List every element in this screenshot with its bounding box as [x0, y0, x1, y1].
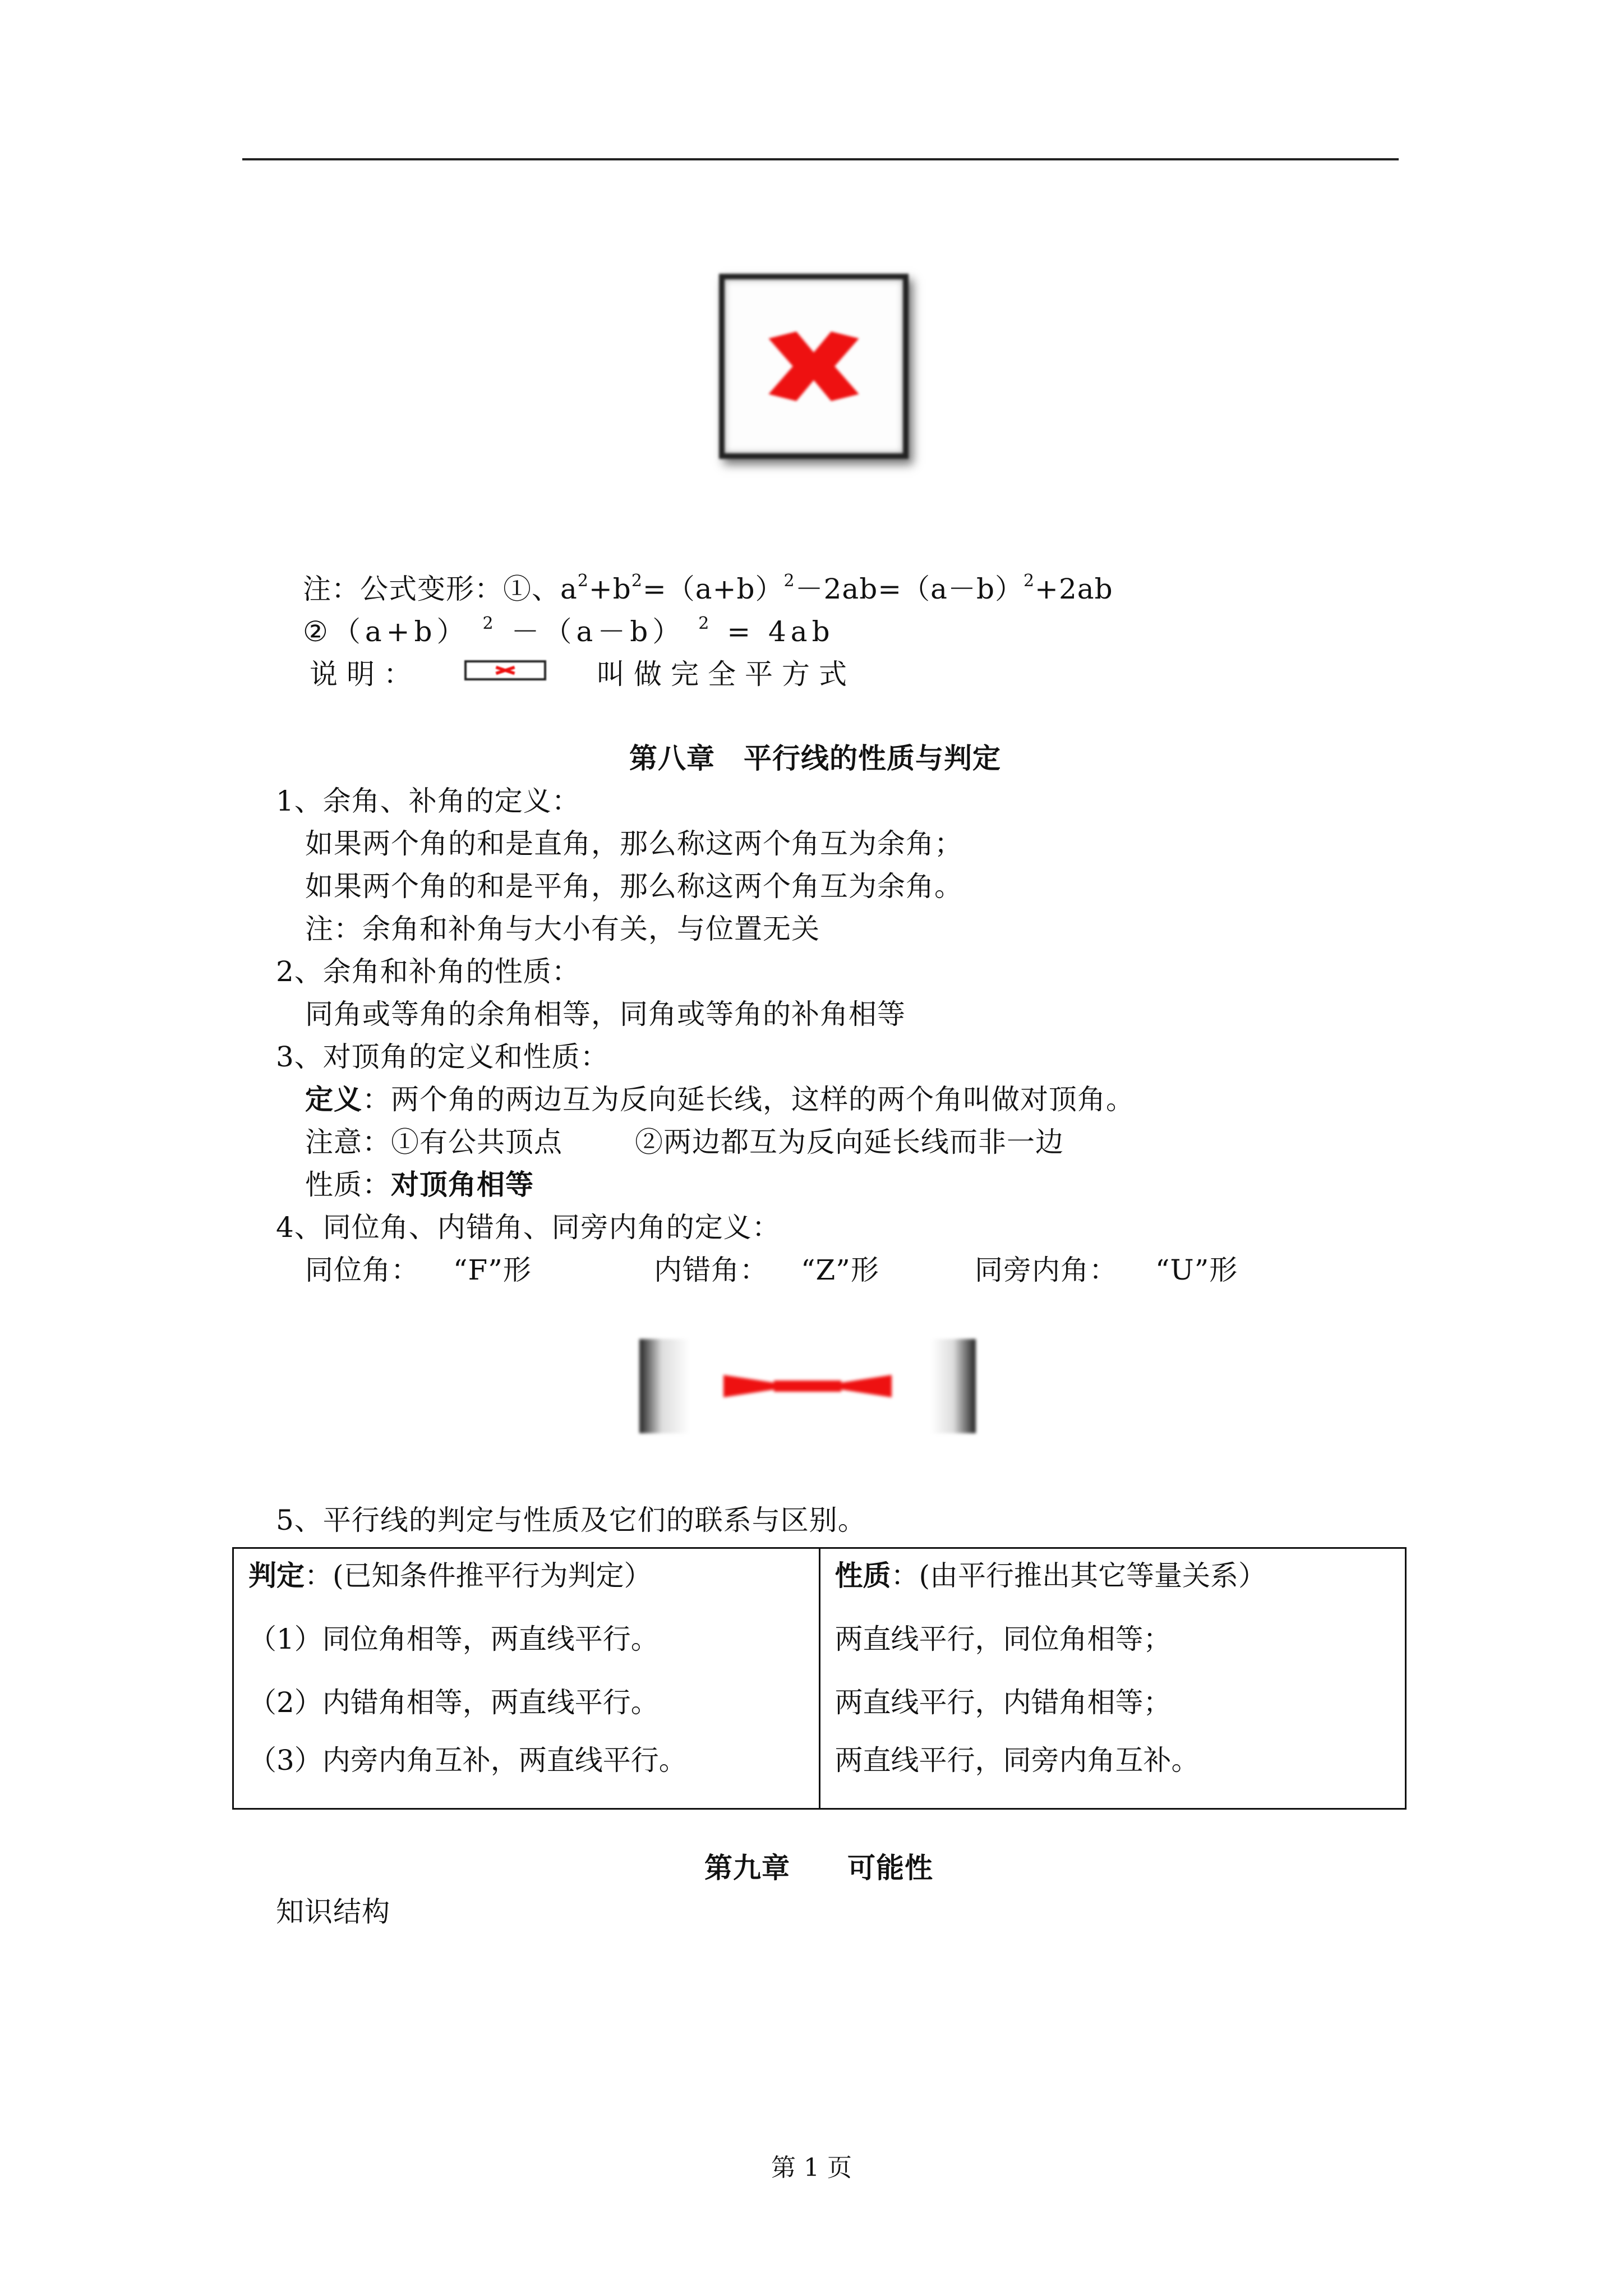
- vertical-angle-attention2: ②两边都互为反向延长线而非一边: [635, 1126, 1064, 1158]
- page-number: 第 1 页: [771, 2154, 852, 2182]
- chapter8-item5: 5、平行线的判定与性质及它们的联系与区别。: [276, 1504, 866, 1536]
- cointerior-shape: “U”形: [1155, 1254, 1238, 1286]
- chapter8-item1: 1、余角、补角的定义：: [276, 785, 580, 817]
- chapter8-item2: 2、余角和补角的性质：: [276, 955, 580, 988]
- chapter8-property: 同角或等角的余角相等，同角或等角的补角相等: [305, 998, 906, 1030]
- chapter9-subtitle: 知识结构: [276, 1895, 390, 1928]
- alternate-shape: “Z”形: [801, 1254, 879, 1286]
- explain-label: 说明：: [310, 658, 421, 691]
- chapter8-def-complement: 如果两个角的和是直角，那么称这两个角互为余角；: [305, 827, 963, 860]
- table-row: （3）内旁内角互补，两直线平行。: [248, 1744, 687, 1777]
- chapter8-note: 注：余角和补角与大小有关，与位置无关: [305, 913, 820, 945]
- broken-image-angles: [639, 1339, 976, 1433]
- table-row: 两直线平行，同旁内角互补。: [834, 1744, 1200, 1777]
- property-column: [819, 1548, 1406, 1809]
- table-row: 两直线平行，同位角相等；: [834, 1623, 1172, 1655]
- broken-image-placeholder: [719, 274, 909, 459]
- chapter8-def-supplement: 如果两个角的和是平角，那么称这两个角互为余角。: [305, 870, 963, 903]
- red-cross-icon: [725, 279, 903, 453]
- table-row: 两直线平行，内错角相等；: [834, 1686, 1172, 1719]
- broken-image-inline: [464, 660, 546, 680]
- formula-note-line1: 注：公式变形：①、$a^2+b^2=(a+b)^2-2ab=(a-b)^2+2ab$: [303, 571, 1113, 605]
- judgment-column: [233, 1548, 820, 1809]
- chapter8-item3: 3、对顶角的定义和性质：: [276, 1041, 609, 1073]
- parallel-lines-table: [232, 1547, 1407, 1810]
- table-row: （2）内错角相等，两直线平行。: [248, 1686, 659, 1719]
- header-rule: [242, 158, 1399, 160]
- formula-note-line2: ②（a+b） $^2$ －（a－b） $^2$ = 4ab: [303, 614, 834, 648]
- vertical-angle-attention: 注意：①有公共顶点: [305, 1126, 562, 1158]
- vertical-angle-definition: 定义：两个角的两边互为反向延长线，这样的两个角叫做对顶角。: [305, 1083, 1135, 1116]
- property-header: 性质：(由平行推出其它等量关系）: [834, 1559, 1267, 1592]
- chapter8-item4: 4、同位角、内错角、同旁内角的定义：: [276, 1211, 781, 1244]
- table-row: （1）同位角相等，两直线平行。: [248, 1623, 659, 1655]
- chapter8-title: 第八章 平行线的性质与判定: [629, 742, 1001, 775]
- red-cross-icon: [467, 662, 544, 678]
- alternate-label: 内错角：: [654, 1254, 768, 1286]
- cointerior-label: 同旁内角：: [975, 1254, 1118, 1286]
- chapter9-title: 第九章 可能性: [704, 1851, 933, 1884]
- red-cross-icon: [639, 1339, 976, 1433]
- judgment-header: 判定：(已知条件推平行为判定）: [248, 1559, 652, 1592]
- vertical-angle-property: 性质：对顶角相等: [305, 1168, 534, 1201]
- corresponding-shape: “F”形: [453, 1254, 532, 1286]
- corresponding-label: 同位角：: [305, 1254, 419, 1286]
- explain-text: 叫做完全平方式: [597, 658, 856, 691]
